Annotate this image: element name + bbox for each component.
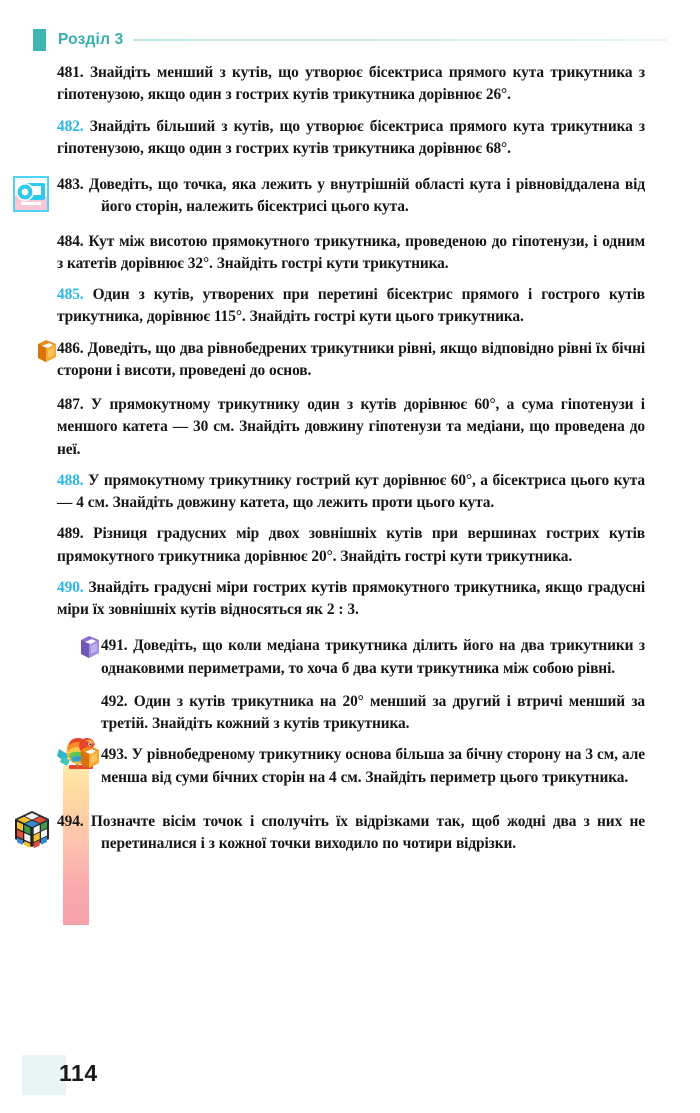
exercise-number: 488. bbox=[57, 471, 84, 489]
exercise-number: 492. bbox=[101, 692, 128, 710]
exercise-number: 483. bbox=[57, 176, 84, 193]
exercise-text: У прямокутному трикутнику гострий кут дорівнює 60°, а бісектриса цього кута — 4 см. Знайдіть довжину катета, що лежить проти цього кута. bbox=[57, 471, 645, 511]
exercise-text: У прямокутному трикутнику один з кутів дорівнює 60°, а сума гіпотенузи і меншого катета — 30 см. Знайдіть довжину гіпотенузи та медіани, що проведена до неї. bbox=[57, 396, 645, 458]
exercise-text: Доведіть, що коли медіана трикутника ділить його на два трикутники з однаковими периметрами, то хоча б два кути трикутника між собою рівні. bbox=[101, 637, 645, 677]
exercise-481 bbox=[0, 62, 700, 107]
orange-cube-icon bbox=[36, 339, 58, 363]
exercise-483 bbox=[0, 174, 700, 219]
chapter-label: Розділ 3 bbox=[58, 31, 124, 48]
exercise-number: 486. bbox=[57, 339, 84, 357]
exercise-489 bbox=[0, 523, 700, 568]
exercise-488 bbox=[0, 470, 700, 515]
exercise-491 bbox=[0, 635, 700, 680]
exercise-490 bbox=[0, 577, 700, 622]
exercise-482 bbox=[0, 116, 700, 161]
exercise-494 bbox=[0, 811, 700, 856]
page-number: 114 bbox=[59, 1060, 98, 1086]
exercise-text: Доведіть, що два рівнобедрених трикутники рівні, якщо відповідно рівні їх бічні сторони і висоти, проведені до основ. bbox=[57, 339, 646, 379]
exercise-text: Знайдіть градусні міри гострих кутів прямокутного трикутника, якщо градусні міри їх зовнішніх кутів відносяться як 2 : 3. bbox=[57, 578, 646, 618]
monitor-gear-icon bbox=[57, 176, 93, 212]
exercise-number: 481. bbox=[57, 64, 84, 81]
exercise-text: Один з кутів, утворених при перетині бісектрис прямого і гострого кутів трикутника, дорівнює 115°. Знайдіть гострі кути цього трикутника. bbox=[57, 286, 646, 326]
exercise-text: Різниця градусних мір двох зовнішніх кутів при вершинах гострих кутів прямокутного трикутника дорівнює 20°. Знайдіть гострі кути трикутника. bbox=[57, 525, 645, 565]
exercise-493 bbox=[0, 744, 700, 789]
exercise-list bbox=[0, 62, 700, 864]
exercise-text: Один з кутів трикутника на 20° менший за другий і втричі менший за третій. Знайдіть кожний з кутів трикутника. bbox=[101, 692, 646, 732]
exercise-number: 493. bbox=[101, 746, 128, 764]
exercise-number: 491. bbox=[101, 637, 128, 655]
exercise-number: 484. bbox=[57, 232, 84, 250]
exercise-number: 485. bbox=[57, 286, 84, 303]
exercise-492 bbox=[0, 691, 700, 736]
exercise-485 bbox=[0, 284, 700, 329]
orange-cube-icon bbox=[79, 745, 101, 769]
exercise-number: 487. bbox=[57, 396, 84, 413]
header-divider bbox=[133, 39, 667, 41]
page-header bbox=[33, 28, 667, 52]
exercise-text: Кут між висотою прямокутного трикутника, проведеною до гіпотенузи, і одним з катетів дорівнює 32°. Знайдіть гострі кути трикутника. bbox=[57, 232, 646, 272]
exercise-text: Позначте вісім точок і сполучіть їх відрізками так, щоб жодні два з них не перетиналися і з кожної точки виходило по чотири відрізки. bbox=[90, 812, 645, 852]
exercise-text: У рівнобедреному трикутнику основа більша за бічну сторону на 3 см, але менша від суми бічних сторін на 4 см. Знайдіть периметр цього трикутника. bbox=[101, 746, 645, 786]
exercise-487 bbox=[0, 394, 700, 461]
exercise-484 bbox=[0, 231, 700, 276]
rubik-cube-icon bbox=[55, 809, 97, 851]
exercise-text: Доведіть, що точка, яка лежить у внутрішній області кута і рівновіддалена від його сторін, належить бісектрисі цього кута. bbox=[88, 176, 646, 216]
exercise-text: Знайдіть більший з кутів, що утворює бісектриса прямого кута трикутника з гіпотенузою, якщо один з гострих кутів трикутника дорівнює 68°. bbox=[57, 117, 645, 157]
chapter-marker-square bbox=[33, 29, 46, 51]
exercise-text: Знайдіть менший з кутів, що утворює бісектриса прямого кута трикутника з гіпотенузою, якщо один з гострих кутів трикутника дорівнює 26°. bbox=[57, 64, 645, 104]
exercise-number: 494. bbox=[57, 812, 84, 830]
exercise-number: 482. bbox=[57, 117, 84, 135]
exercise-486 bbox=[0, 338, 700, 383]
exercise-number: 490. bbox=[57, 578, 84, 596]
violet-cube-icon bbox=[79, 635, 101, 659]
exercise-number: 489. bbox=[57, 525, 84, 543]
